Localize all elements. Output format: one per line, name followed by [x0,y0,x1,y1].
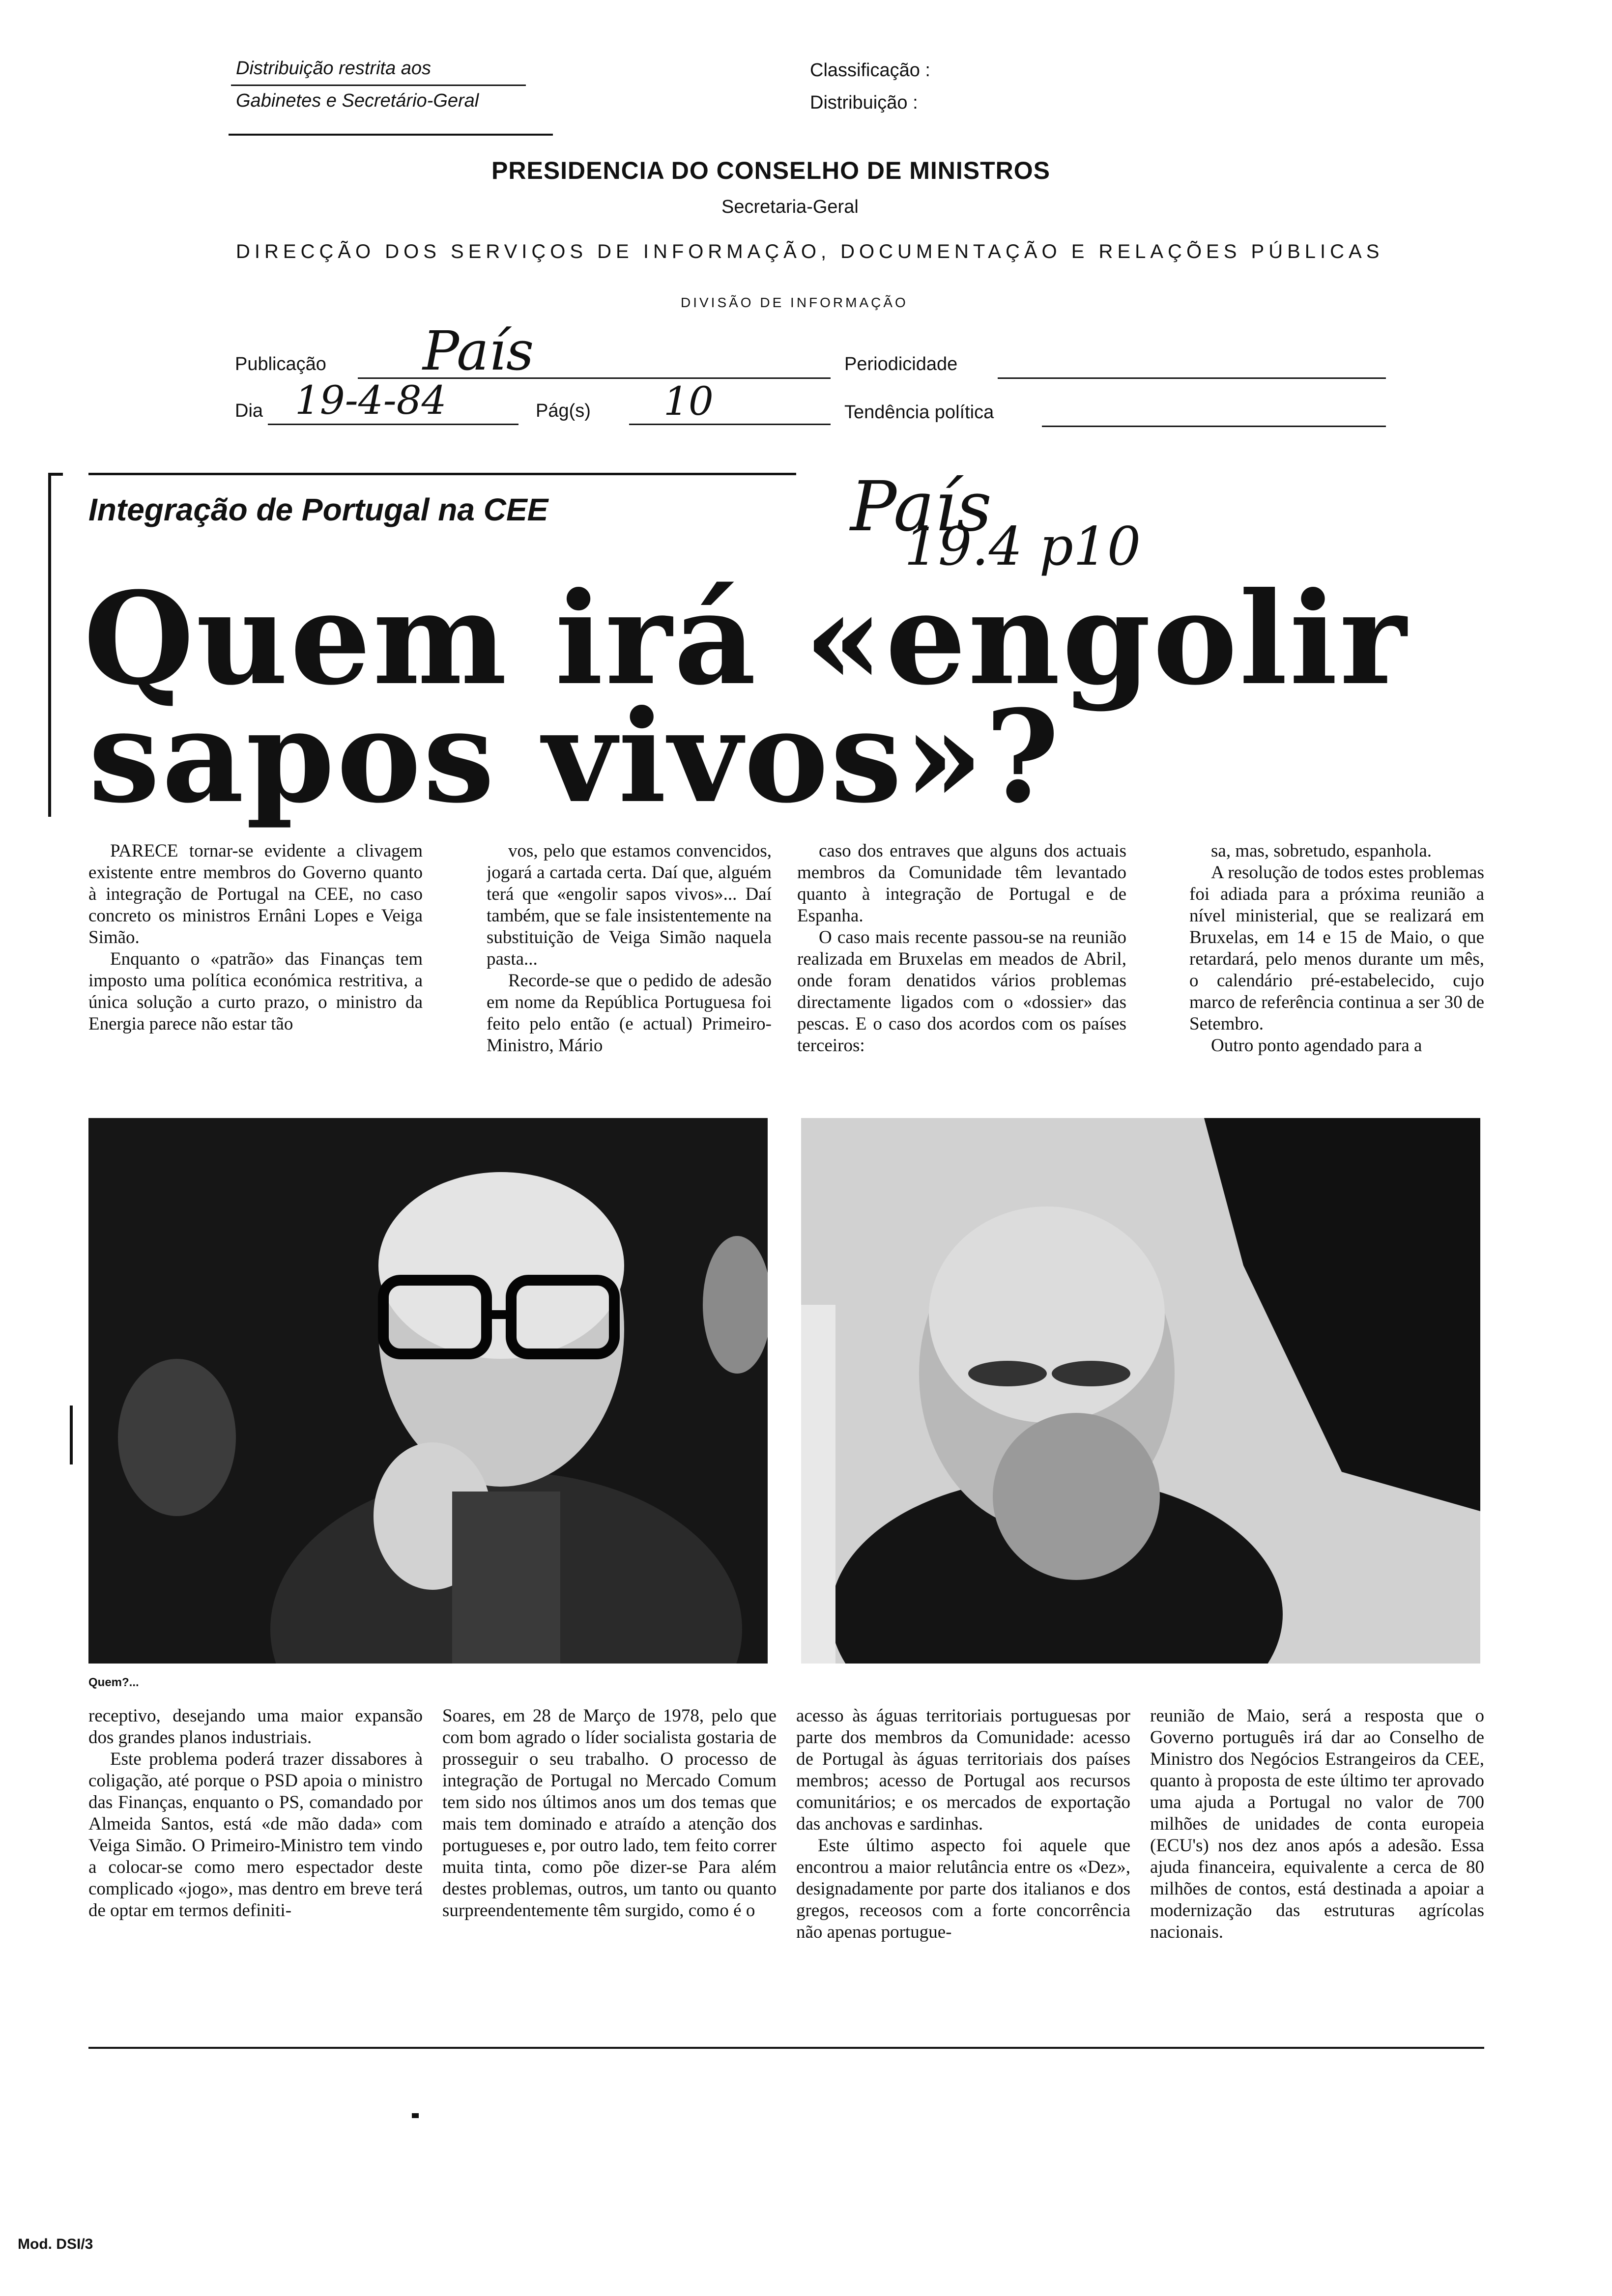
restriction-notice [236,58,550,123]
restriction-underline-2 [229,134,553,136]
secretaria-geral: Secretaria-Geral [721,197,859,217]
article-kicker: Integração de Portugal na CEE [88,492,548,527]
bottom-column-2 [442,1705,777,2039]
article-bottom-rule [88,2047,1484,2049]
classification-block [810,60,1056,125]
top-column-4 [1189,840,1484,1086]
paragraph: Este problema poderá trazer dissabores à coligação, até porque o PSD apoia o ministro das Finanças, enquanto o PS, comandado por Almeida Santos, está «de mão dada» com Veiga Simão. O Primeiro-Ministro tem vindo a colocar-se como mero espectador deste complicado «jogo», mas dentro em breve terá de optar em termos definiti- [88,1749,423,1921]
paragraph: sa, mas, sobretudo, espanhola. [1211,841,1432,861]
dia-handwritten: 19-4-84 [295,377,447,423]
restriction-underline-1 [231,85,526,86]
paragraph: A resolução de todos estes problemas foi adiada para a próxima reunião a nível ministerial, que se realizará em Bruxelas, em 14 e 15 de Maio, o que retardará, pelo menos durante um mês, o calendário pré-estabelecido, cujo marco de referência continua a ser 30 de Setembro. [1189,862,1484,1034]
article-headline-line-2: sapos vivos»? [88,682,1062,831]
pags-line [629,424,831,425]
paragraph: Soares, em 28 de Março de 1978, pelo que com bom agrado o líder socialista gostaria de prosseguir o seu trabalho. O processo de integração de Portugal no Mercado Comum tem sido nos últimos anos um dos temas que mais tem dominado e atraído a atenção dos portugueses e, por outro lado, tem feito correr muita tinta, como põe dizer-se Para além destes problemas, outros, um tanto ou quanto surpreendentemente têm surgido, como é o [442,1706,777,1921]
top-column-2 [487,840,772,1086]
paragraph: Outro ponto agendado para a [1211,1035,1422,1056]
stray-mark [412,2113,419,2118]
photo-caption: Quem?... [88,1676,139,1689]
paragraph: reunião de Maio, será a resposta que o Governo português irá dar ao Conselho de Ministro dos Negócios Estrangeiros da CEE, quanto à proposta de este último ter aprovado uma ajuda a Portugal no valor de 700 milhões de unidades de conta europeia (ECU's) nos dez anos após a adesão. Essa ajuda financeira, equivalente a cerca de 80 milhões de contos, está destinada a apoiar a modernização das estruturas agrícolas nacionais. [1150,1706,1484,1942]
distribuicao-label: Distribuição : [810,92,918,113]
handwritten-annotation-1: País [850,467,992,547]
restriction-line-1: Distribuição restrita aos [236,58,432,79]
clipping-left-bracket [48,473,51,817]
pags-label: Pág(s) [536,401,591,421]
paragraph: Recorde-se que o pedido de adesão em nome da República Portuguesa foi feito pelo então (e actual) Primeiro-Ministro, Mário [487,971,772,1056]
paragraph: acesso às águas territoriais portuguesas por parte dos membros da Comunidade: acesso de Portugal às águas territoriais dos países membros; acesso de Portugal aos recursos comunitários; e os mercados de exportação das anchovas e sardinhas. [796,1706,1130,1834]
restriction-line-2: Gabinetes e Secretário-Geral [236,90,479,111]
direccao-servicos: DIRECÇÃO DOS SERVIÇOS DE INFORMAÇÃO, DOCUMENTAÇÃO E RELAÇÕES PÚBLICAS [236,241,1384,262]
clipping-left-mark [70,1406,73,1464]
photo-right-silhouette [801,1118,1480,1664]
dia-label: Dia [235,401,263,421]
bottom-column-1 [88,1705,423,2039]
clipping-left-tick [48,473,63,476]
tendencia-label: Tendência política [844,402,994,423]
dia-line [268,424,518,425]
periodicidade-label: Periodicidade [844,354,958,374]
article-headline-line-1: Quem irá «engolir [84,564,1409,713]
photo-left-silhouette [88,1118,768,1664]
tendencia-line [1042,426,1386,427]
form-model-number: Mod. DSI/3 [18,2236,93,2252]
classificacao-label: Classificação : [810,60,930,81]
bottom-column-4 [1150,1705,1484,2039]
photo-minister-right [801,1118,1480,1664]
bottom-column-3 [796,1705,1130,2039]
top-column-1 [88,840,423,1086]
periodicidade-line [998,377,1386,379]
paragraph: vos, pelo que estamos convencidos, jogará a cartada certa. Daí que, alguém terá que «engolir sapos vivos»... Daí também, que se fale insistentemente na substituição de Veiga Simão naquela pasta... [487,841,772,969]
handwritten-annotation-2: 19.4 p10 [904,516,1141,577]
paragraph: Este último aspecto foi aquele que encontrou a maior relutância entre os «Dez», designadamente por parte dos italianos e dos gregos, receosos com a forte concorrência não apenas portugue- [796,1836,1130,1942]
paragraph: PARECE tornar-se evidente a clivagem existente entre membros do Governo quanto à integração de Portugal na CEE, no caso concreto os ministros Ernâni Lopes e Veiga Simão. [88,841,423,947]
kicker-rule [88,473,796,475]
photo-minister-left [88,1118,768,1664]
presidency-title: PRESIDENCIA DO CONSELHO DE MINISTROS [491,157,1051,184]
paragraph: Enquanto o «patrão» das Finanças tem imposto uma política económica restritiva, a única solução a curto prazo, o ministro da Energia parece não estar tão [88,949,423,1034]
paragraph: caso dos entraves que alguns dos actuais membros da Comunidade têm levantado quanto à integração de Portugal e de Espanha. [797,841,1126,926]
paragraph: O caso mais recente passou-se na reunião realizada em Bruxelas em meados de Abril, onde foram denatidos vários problemas directamente ligados com o «dossier» das pescas. E o caso dos acordos com os países terceiros: [797,927,1126,1056]
paragraph: receptivo, desejando uma maior expansão dos grandes planos industriais. [88,1706,423,1748]
publicacao-label: Publicação [235,354,326,374]
top-column-3 [797,840,1126,1086]
divisao-informacao: DIVISÃO DE INFORMAÇÃO [681,295,908,310]
pags-handwritten: 10 [663,378,714,424]
publicacao-handwritten: País [423,319,534,382]
